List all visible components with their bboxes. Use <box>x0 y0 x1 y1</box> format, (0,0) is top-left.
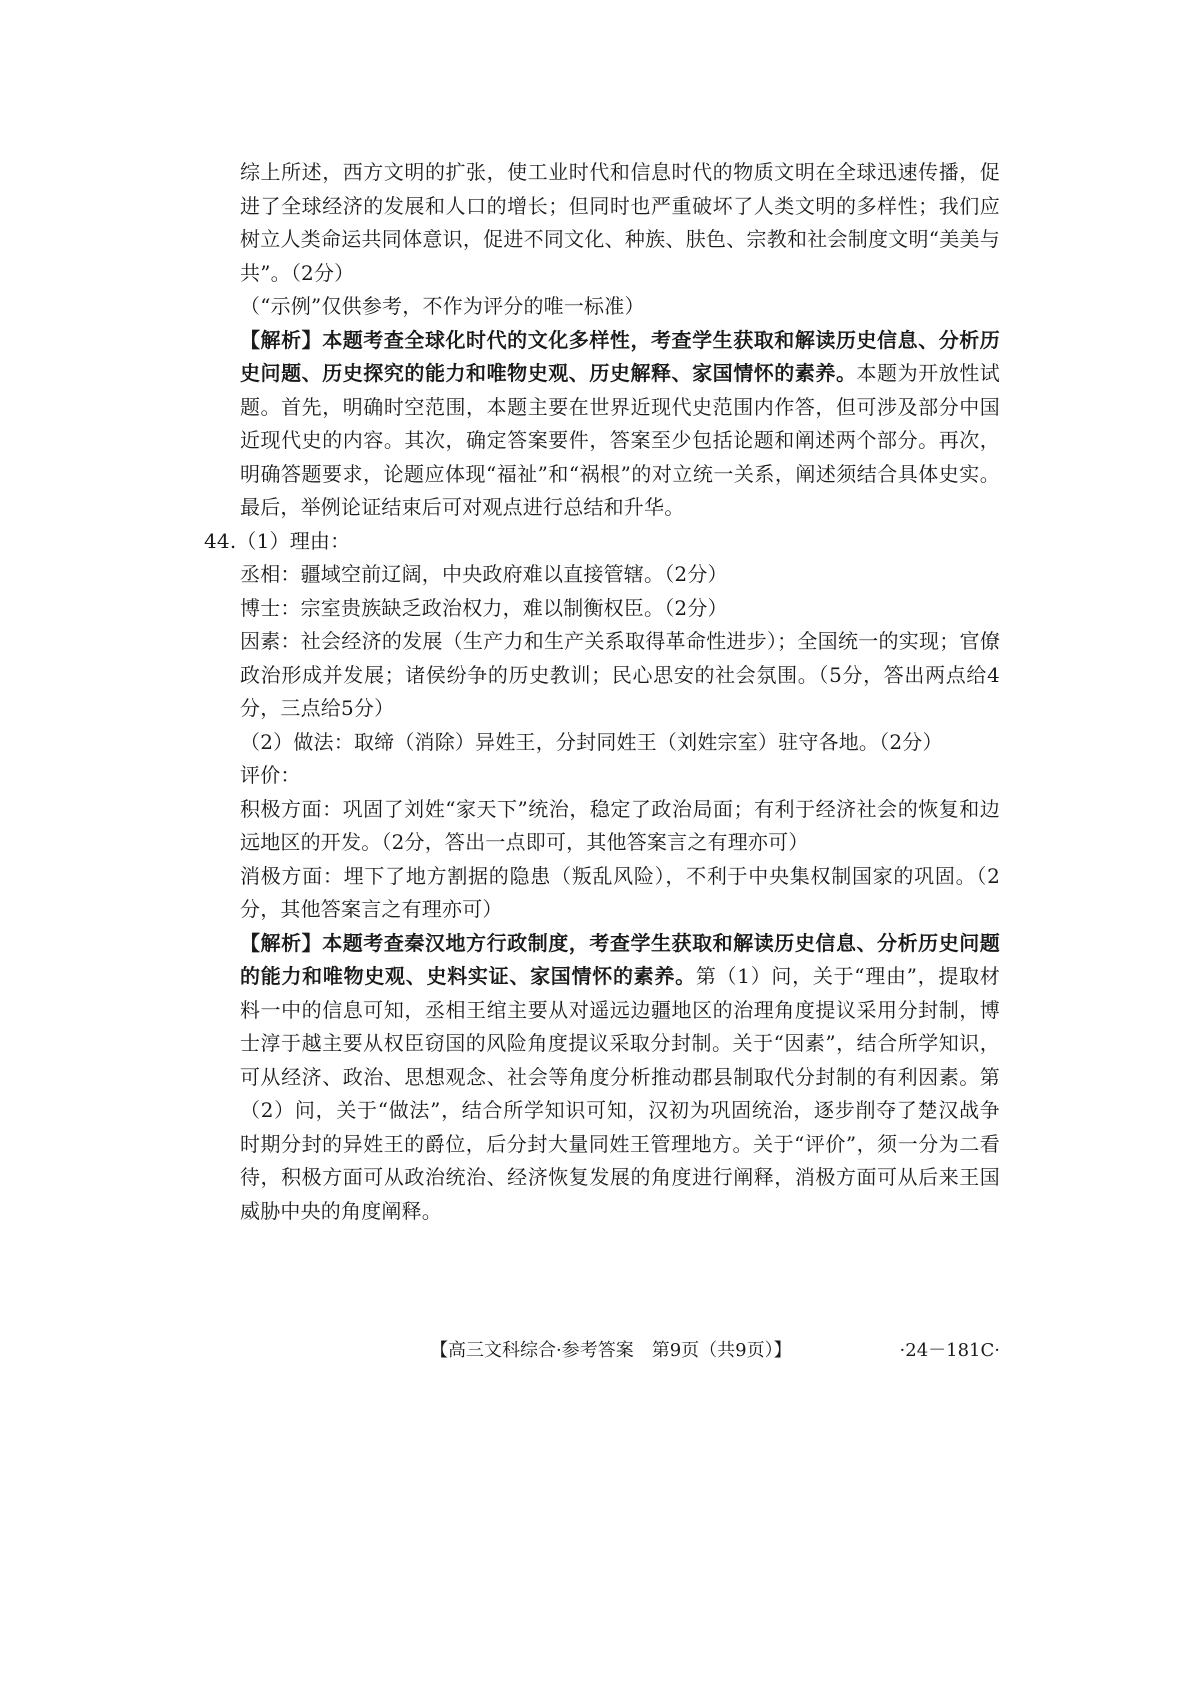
paragraph-text: 因素：社会经济的发展（生产力和生产关系取得革命性进步）；全国统一的实现；官僚政治形成并发展；诸侯纷争的历史教训；民心思安的社会氛围。（5分，答出两点给4分，三点给5分） <box>240 629 1000 720</box>
paragraph-text: （“示例”仅供参考，不作为评分的唯一标准） <box>240 294 645 318</box>
paragraph-text: 博士：宗室贵族缺乏政治权力，难以制衡权臣。（2分） <box>240 595 728 620</box>
paragraph-summary <box>240 156 1000 290</box>
paragraph-example-note <box>240 290 1000 324</box>
paragraph-text: 积极方面：巩固了刘姓“家天下”统治，稳定了政治局面；有利于经济社会的恢复和边远地区的开发。（2分，答出一点即可，其他答案言之有理亦可） <box>240 796 1000 854</box>
paragraph-negative <box>240 860 1000 927</box>
question-44-heading <box>204 525 1000 559</box>
paragraph-text: 第（1）问，关于“理由”，提取材料一中的信息可知，丞相王绾主要从对遥远边疆地区的治理角度提议采用分封制，博士淳于越主要从权臣窃国的风险角度提议采取分封制。关于“因素”，结合所学知识，可从经济、政治、思想观念、社会等角度分析推动郡县制取代分封制的有利因素。第（2）问，关于“做法”，结合所学知识可知，汉初为巩固统治，逐步削夺了楚汉战争时期分封的异姓王的爵位，后分封大量同姓王管理地方。关于“评价”，须一分为二看待，积极方面可从政治统治、经济恢复发展的角度进行阐释，消极方面可从后来王国威胁中央的角度阐释。 <box>240 964 1000 1223</box>
footer-page-info: 【高三文科综合·参考答案 第9页（共9页）】 <box>430 1340 792 1361</box>
paragraph-text: 消极方面：埋下了地方割据的隐患（叛乱风险），不利于中央集权制国家的巩固。（2分，其他答案言之有理亦可） <box>240 863 1000 921</box>
paragraph-chancellor <box>240 558 1000 592</box>
page-footer <box>430 1336 1000 1366</box>
paragraph-text: 丞相：疆域空前辽阔，中央政府难以直接管辖。（2分） <box>240 562 728 586</box>
paragraph-text: 评价： <box>240 763 301 787</box>
paragraph-factors <box>240 625 1000 726</box>
analysis-bold-lead: 【解析】本题考查秦汉地方行政制度，考查学生获取和解读历史信息、分析历史问题的能力和唯物史观、史料实证、家国情怀的素养。 <box>240 930 1000 988</box>
paragraph-positive <box>240 793 1000 860</box>
answer-content <box>204 156 1000 1228</box>
paragraph-text: 综上所述，西方文明的扩张，使工业时代和信息时代的物质文明在全球迅速传播，促进了全球经济的发展和人口的增长；但同时也严重破坏了人类文明的多样性；我们应树立人类命运共同体意识，促进不同文化、种族、肤色、宗教和社会制度文明“美美与共”。（2分） <box>240 160 1000 285</box>
paragraph-method <box>240 726 1000 760</box>
paragraph-analysis-44 <box>240 927 1000 1229</box>
paragraph-text: 本题为开放性试题。首先，明确时空范围，本题主要在世界近现代史范围内作答，但可涉及部分中国近现代史的内容。其次，确定答案要件，答案至少包括论题和阐述两个部分。再次，明确答题要求，论题应体现“福祉”和“祸根”的对立统一关系，阐述须结合具体史实。最后，举例论证结束后可对观点进行总结和升华。 <box>240 361 1000 519</box>
paragraph-analysis-43 <box>240 324 1000 525</box>
analysis-bold-lead: 【解析】本题考查全球化时代的文化多样性，考查学生获取和解读历史信息、分析历史问题、历史探究的能力和唯物史观、历史解释、家国情怀的素养。 <box>240 327 1000 385</box>
paragraph-scholar <box>240 592 1000 626</box>
paragraph-text: （2）做法：取缔（消除）异姓王，分封同姓王（刘姓宗室）驻守各地。（2分） <box>240 729 943 754</box>
paragraph-evaluation-label <box>240 759 1000 793</box>
footer-code: ·24－181C· <box>899 1340 1000 1361</box>
paragraph-text: 44.（1）理由： <box>204 528 351 553</box>
